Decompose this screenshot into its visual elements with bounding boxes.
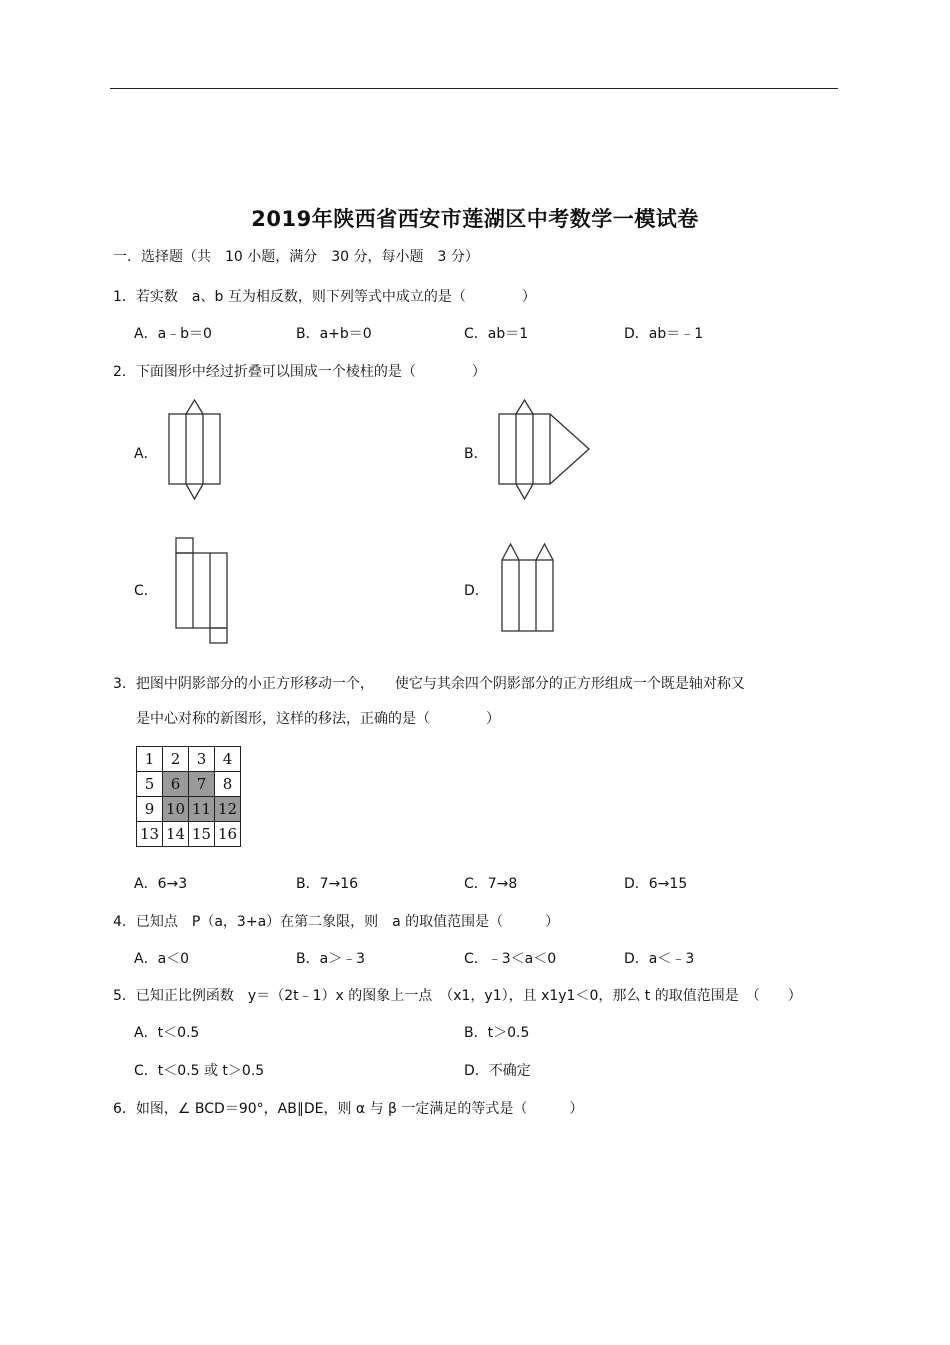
grid-cell: 15 — [189, 822, 215, 847]
grid-cell: 5 — [137, 772, 163, 797]
question-3-stem-line1: 3．把图中阴影部分的小正方形移动一个， 使它与其余四个阴影部分的正方形组成一个既是轴对称又 — [113, 676, 745, 692]
q2-figure-a — [166, 398, 224, 504]
q3-number-grid — [136, 746, 241, 847]
q2-figure-d — [498, 540, 558, 634]
q1-option-c[interactable]: C．ab＝1 — [464, 326, 529, 342]
q4-option-b[interactable]: B．a＞﹣3 — [296, 951, 366, 967]
question-4-stem: 4．已知点 P（a，3+a）在第二象限，则 a 的取值范围是（ ） — [113, 914, 560, 930]
q2-figure-c — [172, 534, 232, 648]
question-6-stem: 6．如图，∠ BCD＝90°，AB∥DE，则 α 与 β 一定满足的等式是（ ） — [113, 1101, 584, 1117]
page-title: 2019年陕西省西安市莲湖区中考数学一模试卷 — [251, 207, 699, 231]
grid-cell-shaded: 7 — [189, 772, 215, 797]
question-3-stem-line2: 是中心对称的新图形，这样的移法，正确的是（ ） — [136, 711, 500, 727]
grid-cell: 16 — [215, 822, 241, 847]
q5-option-b[interactable]: B．t＞0.5 — [464, 1025, 530, 1041]
grid-cell: 4 — [215, 747, 241, 772]
grid-cell: 1 — [137, 747, 163, 772]
grid-cell-shaded: 11 — [189, 797, 215, 822]
question-2-stem: 2．下面图形中经过折叠可以围成一个棱柱的是（ ） — [113, 364, 486, 380]
q4-option-c[interactable]: C．﹣3＜a＜0 — [464, 951, 557, 967]
q5-option-c[interactable]: C．t＜0.5 或 t＞0.5 — [134, 1063, 265, 1079]
grid-cell-shaded: 10 — [163, 797, 189, 822]
q2-option-d[interactable]: D． — [464, 583, 489, 599]
grid-cell: 8 — [215, 772, 241, 797]
q1-option-b[interactable]: B．a+b＝0 — [296, 326, 372, 342]
grid-cell-shaded: 12 — [215, 797, 241, 822]
grid-cell: 14 — [163, 822, 189, 847]
q4-option-a[interactable]: A．a＜0 — [134, 951, 190, 967]
q2-option-b[interactable]: B． — [464, 446, 488, 462]
q3-option-b[interactable]: B．7→16 — [296, 876, 359, 892]
q3-option-a[interactable]: A．6→3 — [134, 876, 188, 892]
header-rule — [110, 88, 838, 89]
grid-cell: 9 — [137, 797, 163, 822]
q2-figure-b — [496, 398, 594, 504]
q4-option-d[interactable]: D．a＜﹣3 — [624, 951, 695, 967]
grid-cell: 13 — [137, 822, 163, 847]
q5-option-a[interactable]: A．t＜0.5 — [134, 1025, 200, 1041]
q3-option-c[interactable]: C．7→8 — [464, 876, 518, 892]
q2-option-c[interactable]: C． — [134, 583, 158, 599]
q1-option-a[interactable]: A．a﹣b＝0 — [134, 326, 212, 342]
question-5-stem: 5．已知正比例函数 y＝（2t﹣1）x 的图象上一点 （x1，y1），且 x1y1＜0，那么 t 的取值范围是 （ ） — [113, 988, 802, 1004]
q2-option-a[interactable]: A． — [134, 446, 158, 462]
grid-cell-shaded: 6 — [163, 772, 189, 797]
q3-option-d[interactable]: D．6→15 — [624, 876, 688, 892]
q5-option-d[interactable]: D．不确定 — [464, 1063, 531, 1079]
section-heading: 一．选择题（共 10 小题，满分 30 分，每小题 3 分） — [113, 249, 479, 265]
grid-cell: 3 — [189, 747, 215, 772]
q1-option-d[interactable]: D．ab＝﹣1 — [624, 326, 704, 342]
question-1-stem: 1．若实数 a、b 互为相反数，则下列等式中成立的是（ ） — [113, 289, 536, 305]
grid-cell: 2 — [163, 747, 189, 772]
